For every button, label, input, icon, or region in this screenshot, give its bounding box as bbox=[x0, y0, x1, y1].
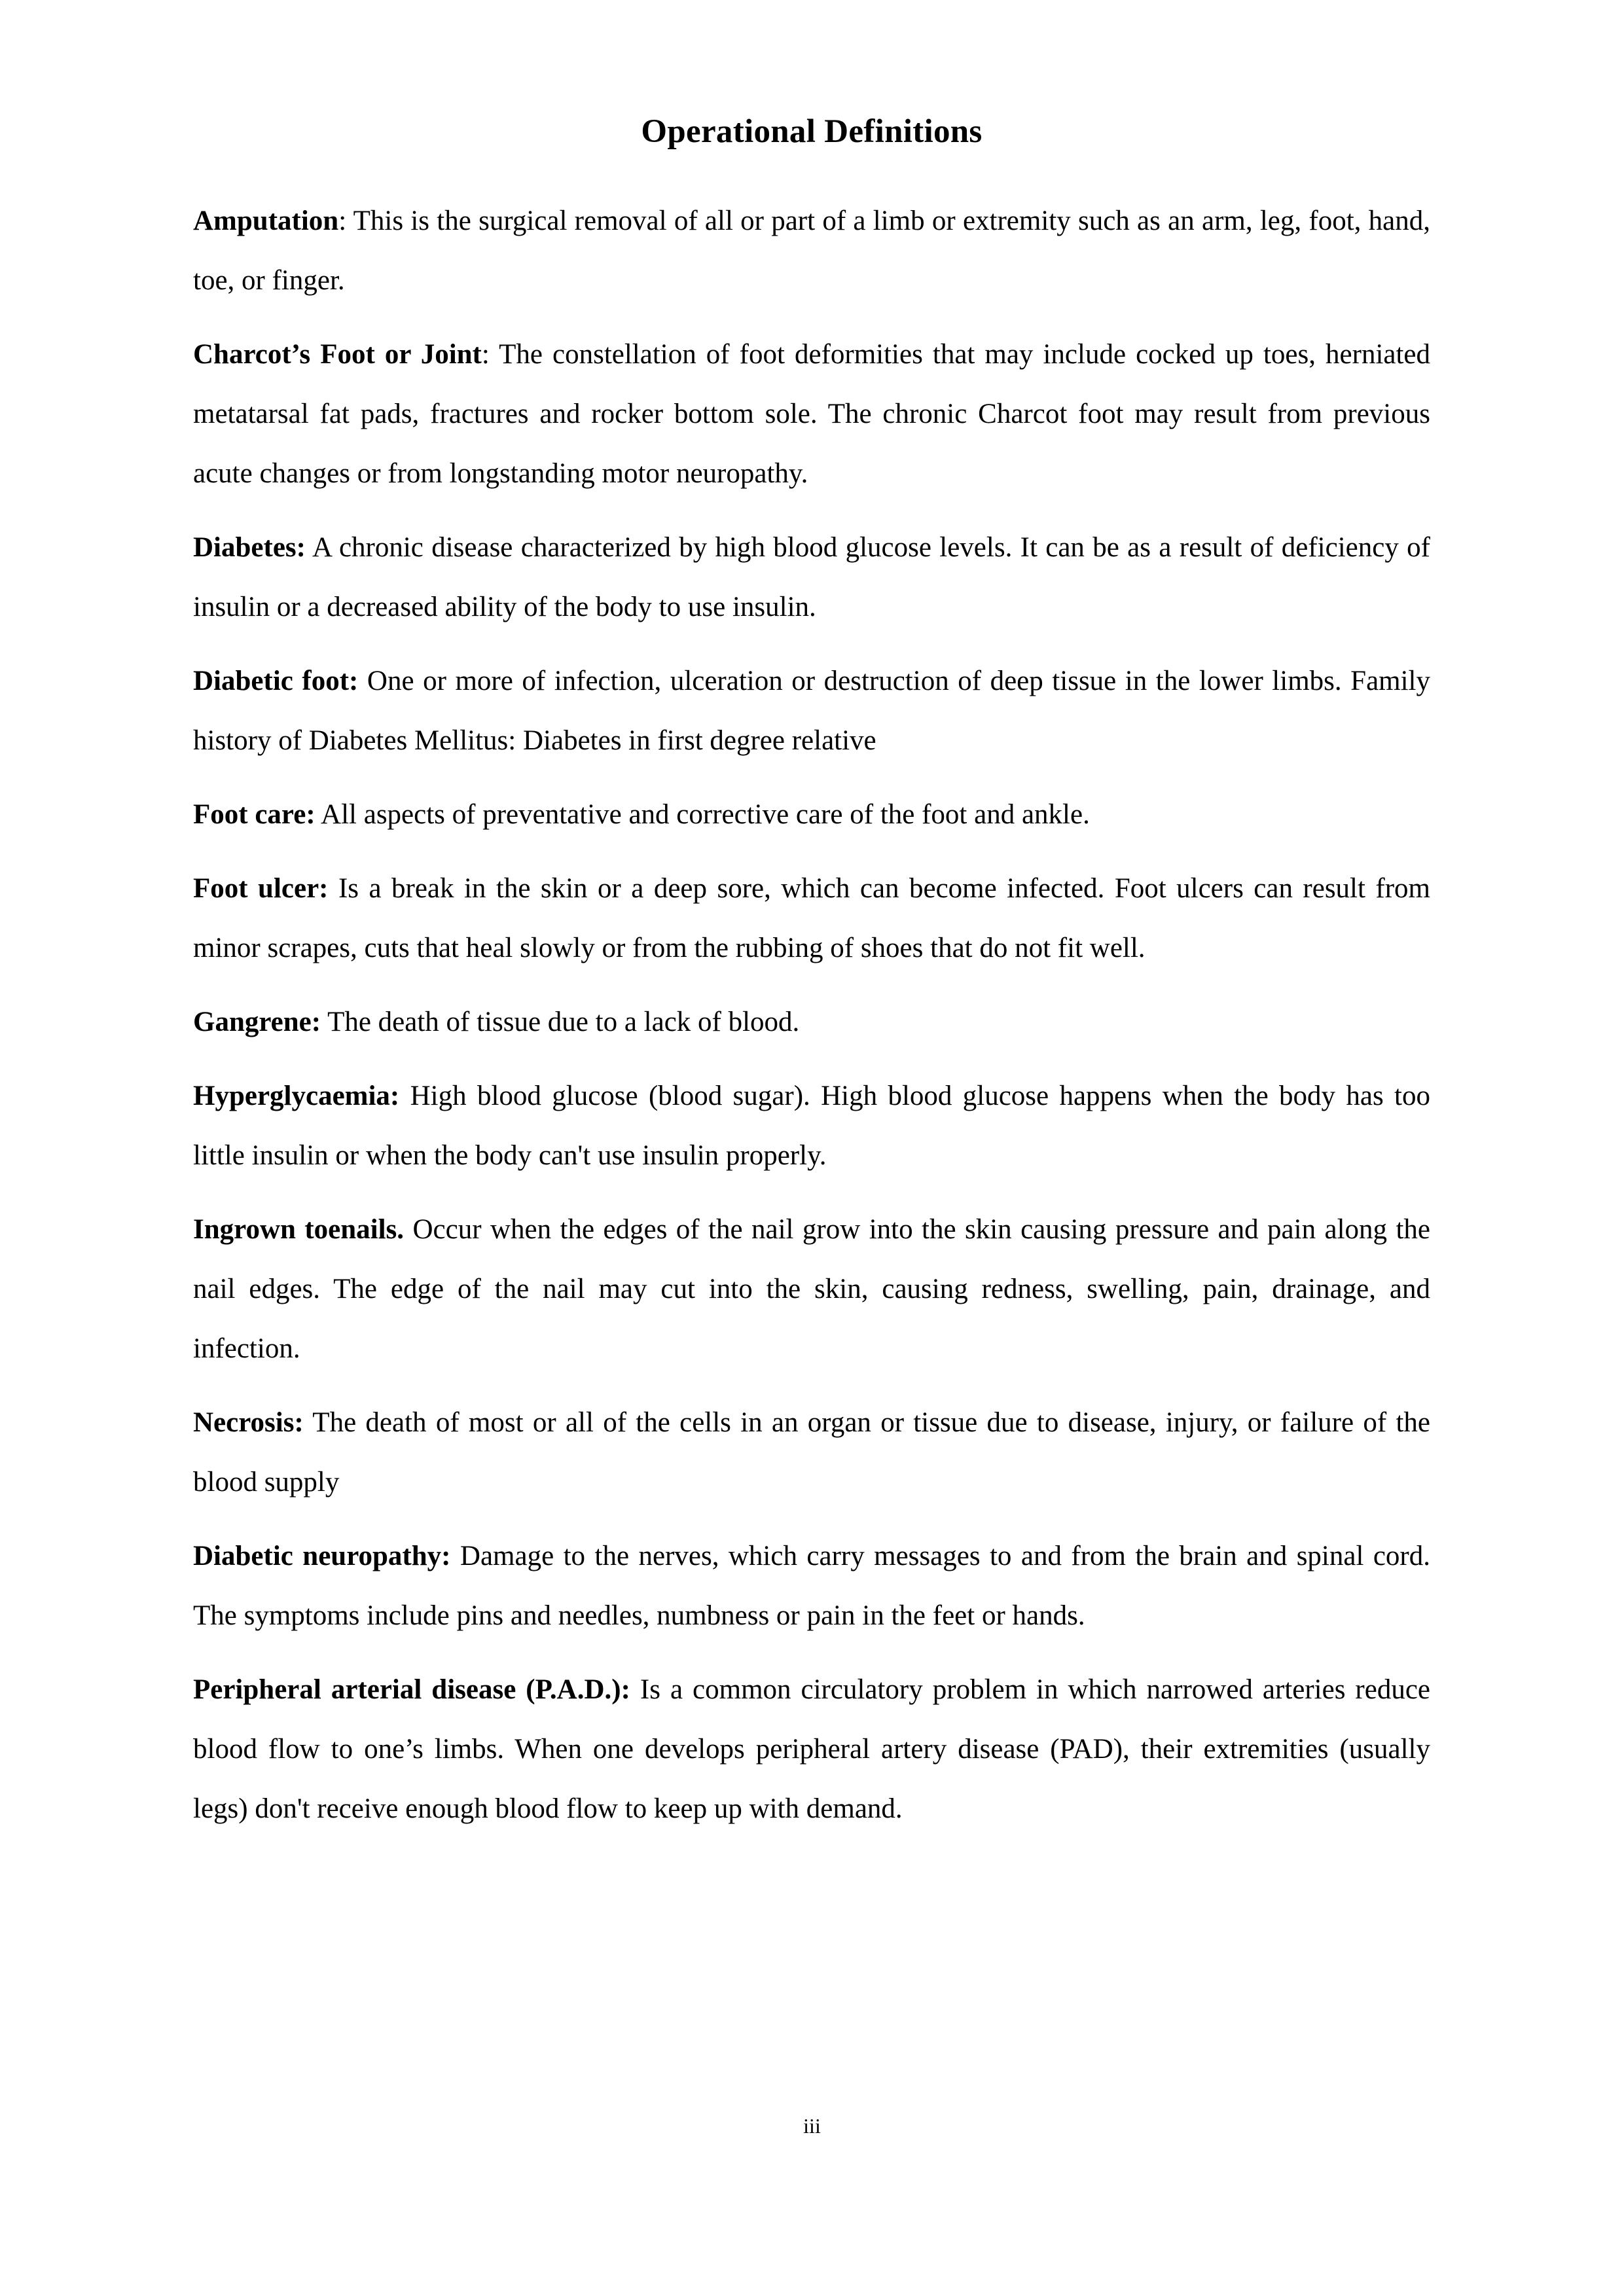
page-content bbox=[193, 111, 1430, 1839]
definition-separator bbox=[630, 1674, 640, 1705]
definition-separator bbox=[316, 799, 321, 830]
definition-separator: : bbox=[338, 205, 353, 236]
definition-body: The constellation of foot deformities that may include cocked up toes, herniated metatarsal fat pads, fractures and rocker bottom sole. The chronic Charcot foot may result from previous acute changes or from longstanding motor neuropathy. bbox=[193, 338, 1431, 489]
definition-term: Peripheral arterial disease (P.A.D.): bbox=[193, 1674, 630, 1705]
definition-term: Diabetic foot: bbox=[193, 665, 359, 696]
definition-term: Amputation bbox=[193, 205, 339, 236]
definition-term: Gangrene: bbox=[193, 1006, 321, 1037]
definition-body: This is the surgical removal of all or part of a limb or extremity such as an arm, leg, foot, hand, toe, or finger. bbox=[193, 205, 1431, 296]
definition-body: One or more of infection, ulceration or destruction of deep tissue in the lower limbs. Family history of Diabetes Mellitus: Diabetes in first degree relative bbox=[193, 665, 1431, 756]
definition-separator bbox=[358, 666, 367, 696]
definition-body: Is a common circulatory problem in which narrowed arteries reduce blood flow to one’s limbs. When one develops peripheral artery disease (PAD), their extremities (usually legs) don't receive enough blood flow to keep up with demand. bbox=[193, 1674, 1431, 1824]
definition-separator bbox=[304, 1407, 313, 1438]
definition-entry bbox=[193, 1200, 1430, 1378]
definition-body: Is a break in the skin or a deep sore, which can become infected. Foot ulcers can result from minor scrapes, cuts that heal slowly or from the rubbing of shoes that do not fit well. bbox=[193, 872, 1430, 963]
definition-term: Charcot’s Foot or Joint bbox=[193, 338, 482, 370]
definition-body: Occur when the edges of the nail grow into the skin causing pressure and pain along the nail edges. The edge of the nail may cut into the skin, causing redness, swelling, pain, drainage, and infection. bbox=[193, 1213, 1431, 1364]
definition-term: Hyperglycaemia: bbox=[193, 1080, 400, 1111]
definition-entry bbox=[193, 651, 1430, 770]
definition-term: Diabetes: bbox=[193, 531, 306, 563]
definition-entry bbox=[193, 1660, 1430, 1839]
definition-separator bbox=[404, 1214, 412, 1245]
definition-entry bbox=[193, 859, 1430, 978]
definition-body: All aspects of preventative and corrective care of the foot and ankle. bbox=[321, 798, 1090, 830]
definition-body: Damage to the nerves, which carry messages to and from the brain and spinal cord. The symptoms include pins and needles, numbness or pain in the feet or hands. bbox=[193, 1540, 1430, 1631]
definition-term: Foot care: bbox=[193, 798, 316, 830]
definition-entry bbox=[193, 785, 1430, 844]
definition-entry bbox=[193, 325, 1430, 503]
definition-term: Ingrown toenails. bbox=[193, 1213, 405, 1245]
page-title: Operational Definitions bbox=[641, 113, 983, 150]
definition-separator bbox=[399, 1081, 410, 1111]
definition-body: The death of tissue due to a lack of blood. bbox=[327, 1006, 800, 1037]
definition-entry bbox=[193, 1393, 1430, 1512]
definitions-list bbox=[193, 191, 1430, 1839]
definition-term: Diabetic neuropathy: bbox=[193, 1540, 451, 1571]
definition-body: The death of most or all of the cells in an organ or tissue due to disease, injury, or failure of the blood supply bbox=[193, 1407, 1430, 1498]
definition-body: A chronic disease characterized by high blood glucose levels. It can be as a result of deficiency of insulin or a decreased ability of the body to use insulin. bbox=[193, 531, 1430, 622]
definition-entry bbox=[193, 518, 1430, 637]
definition-term: Necrosis: bbox=[193, 1407, 304, 1438]
definition-separator: : bbox=[481, 338, 499, 370]
definition-separator bbox=[450, 1541, 460, 1571]
definition-term: Foot ulcer: bbox=[193, 872, 329, 904]
definition-separator bbox=[328, 873, 338, 904]
definition-separator bbox=[321, 1007, 327, 1037]
definition-entry bbox=[193, 1066, 1430, 1185]
page-number: iii bbox=[803, 2114, 821, 2138]
definition-entry bbox=[193, 1526, 1430, 1645]
definition-body: High blood glucose (blood sugar). High blood glucose happens when the body has too little insulin or when the body can't use insulin properly. bbox=[193, 1080, 1431, 1171]
definition-entry bbox=[193, 992, 1430, 1052]
definition-entry bbox=[193, 191, 1430, 310]
definition-separator bbox=[306, 532, 312, 563]
